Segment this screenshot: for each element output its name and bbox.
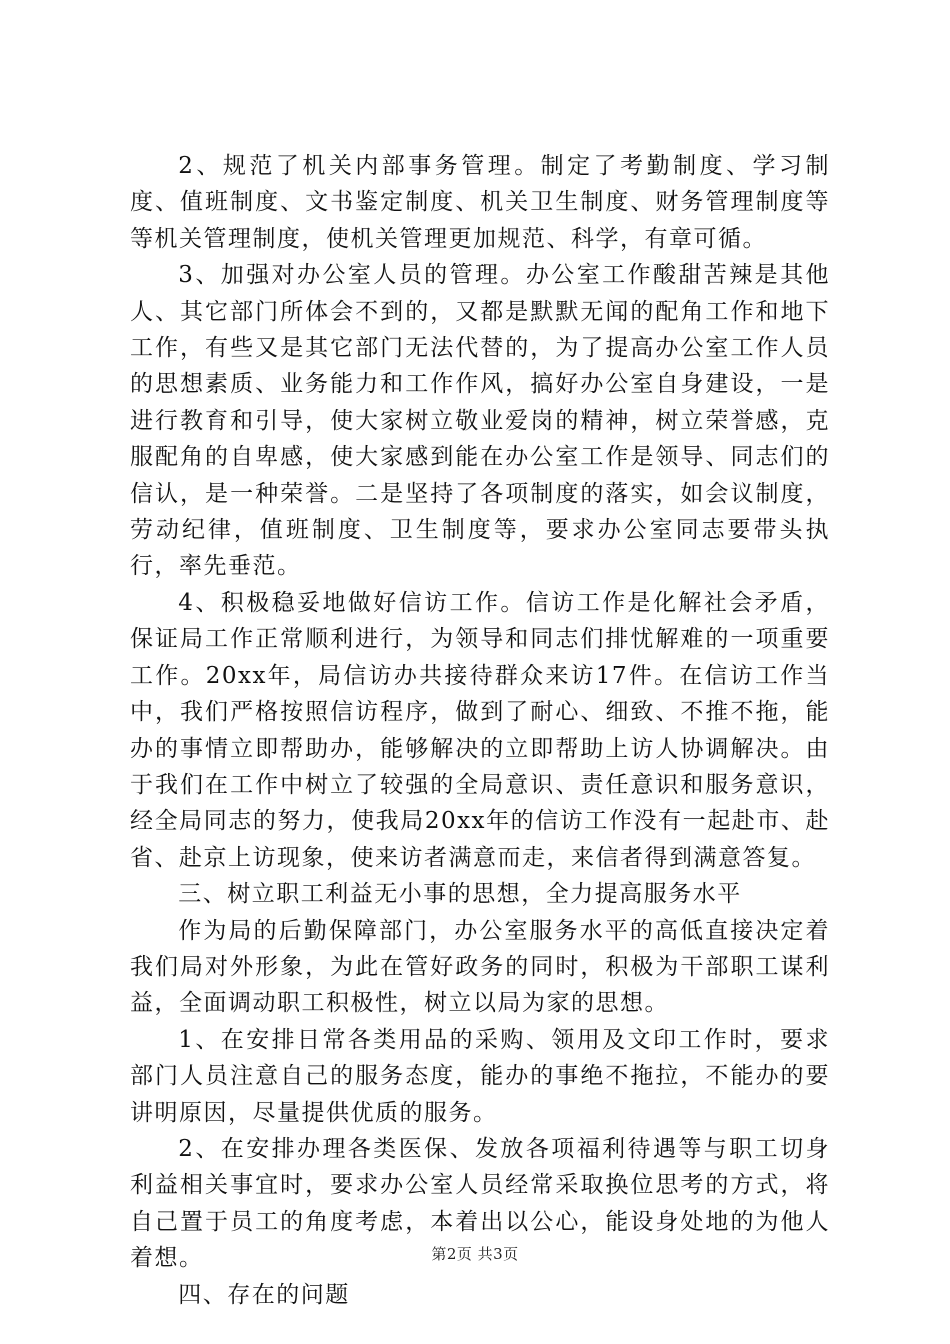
section-intro-paragraph: 作为局的后勤保障部门，办公室服务水平的高低直接决定着我们局对外形象，为此在管好政务的同时，积极为干部职工谋利益，全面调动职工积极性，树立以局为家的思想。 (130, 917, 830, 1017)
section-heading-4: 四、存在的问题 (178, 1281, 350, 1308)
document-body (130, 148, 830, 1313)
paragraph-item-3: 3、加强对办公室人员的管理。办公室工作酸甜苦辣是其他人、其它部门所体会不到的，又都是默默无闻的配角工作和地下工作，有些又是其它部门无法代替的，为了提高办公室工作人员的思想素质、业务能力和工作作风，搞好办公室自身建设，一是进行教育和引导，使大家树立敬业爱岗的精神，树立荣誉感，克服配角的自卑感，使大家感到能在办公室工作是领导、同志们的信认，是一种荣誉。二是坚持了各项制度的落实，如会议制度，劳动纪律，值班制度、卫生制度等，要求办公室同志要带头执行，率先垂范。 (130, 262, 830, 580)
paragraph-item-4: 4、积极稳妥地做好信访工作。信访工作是化解社会矛盾，保证局工作正常顺利进行，为领导和同志们排忧解难的一项重要工作。20xx年，局信访办共接待群众来访17件。在信访工作当中，我们严格按照信访程序，做到了耐心、细致、不推不拖，能办的事情立即帮助办，能够解决的立即帮助上访人协调解决。由于我们在工作中树立了较强的全局意识、责任意识和服务意识，经全局同志的努力，使我局20xx年的信访工作没有一起赴市、赴省、赴京上访现象，使来访者满意而走，来信者得到满意答复。 (130, 589, 830, 871)
page-number-footer: 第2页 共3页 (431, 1245, 519, 1263)
service-item-1: 1、在安排日常各类用品的采购、领用及文印工作时，要求部门人员注意自己的服务态度，能办的事绝不拖拉，不能办的要讲明原因，尽量提供优质的服务。 (130, 1026, 830, 1126)
section-heading-3: 三、树立职工利益无小事的思想，全力提高服务水平 (178, 881, 742, 908)
service-item-2: 2、在安排办理各类医保、发放各项福利待遇等与职工切身利益相关事宜时，要求办公室人员经常采取换位思考的方式，将自己置于员工的角度考虑，本着出以公心，能设身处地的为他人着想。 (130, 1135, 830, 1272)
paragraph-item-2: 2、规范了机关内部事务管理。制定了考勤制度、学习制度、值班制度、文书鉴定制度、机关卫生制度、财务管理制度等等机关管理制度，使机关管理更加规范、科学，有章可循。 (130, 153, 830, 252)
